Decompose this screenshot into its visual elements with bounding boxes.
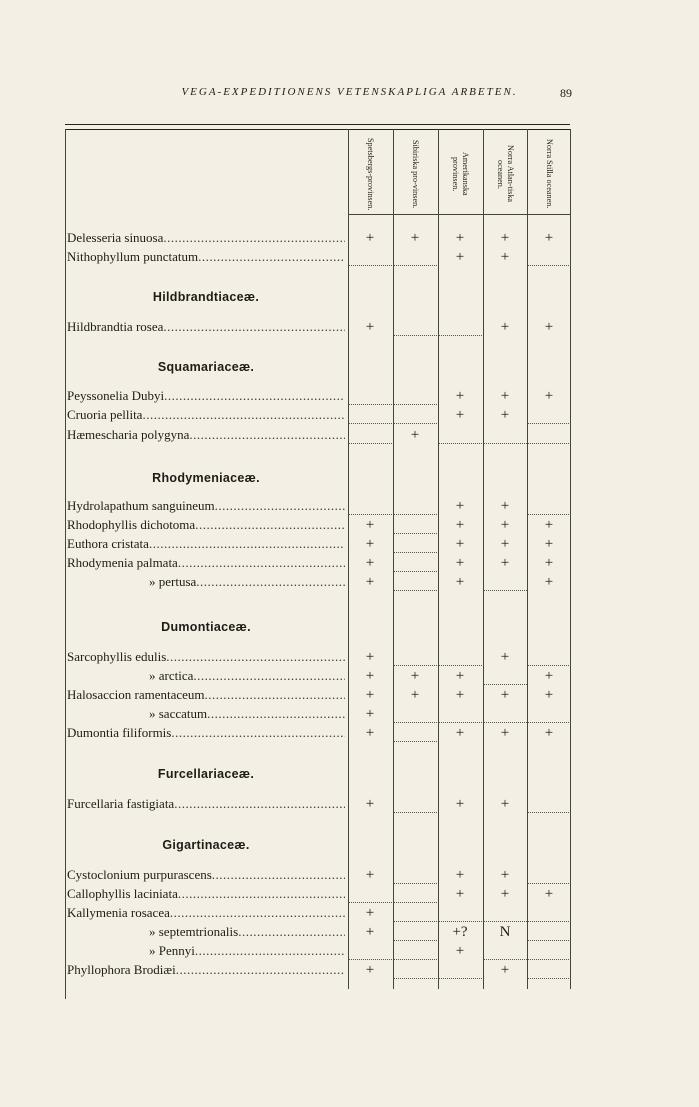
occurrence-cell: + bbox=[500, 687, 510, 703]
occurrence-cell bbox=[348, 426, 392, 444]
occurrence-cell: + bbox=[410, 427, 420, 443]
occurrence-cell bbox=[527, 795, 571, 813]
species-name: Delesseria sinuosa ..... bbox=[67, 229, 345, 247]
occurrence-cell: + bbox=[365, 517, 375, 533]
occurrence-cell: + bbox=[365, 725, 375, 741]
occurrence-cell: + bbox=[500, 962, 510, 978]
occurrence-cell: + bbox=[500, 886, 510, 902]
family-heading: Gigartinaceæ. bbox=[162, 838, 250, 852]
species-name: » arctica ..... bbox=[67, 667, 345, 685]
occurrence-cell: + bbox=[544, 555, 554, 571]
family-heading: Squamariaceæ. bbox=[157, 360, 255, 374]
species-name: Callophyllis laciniata ..... bbox=[67, 885, 345, 903]
column-divider bbox=[65, 129, 66, 999]
occurrence-cell: + bbox=[365, 319, 375, 335]
occurrence-cell: + bbox=[500, 230, 510, 246]
occurrence-cell bbox=[393, 724, 437, 742]
occurrence-cell bbox=[348, 942, 392, 960]
occurrence-cell: + bbox=[500, 517, 510, 533]
occurrence-cell: + bbox=[455, 668, 465, 684]
species-name: Furcellaria fastigiata ..... bbox=[67, 795, 345, 813]
occurrence-cell bbox=[393, 866, 437, 884]
occurrence-cell: + bbox=[365, 649, 375, 665]
occurrence-cell: + bbox=[455, 388, 465, 404]
occurrence-cell bbox=[527, 426, 571, 444]
occurrence-cell: + bbox=[365, 867, 375, 883]
occurrence-cell: + bbox=[500, 725, 510, 741]
occurrence-cell: + bbox=[500, 867, 510, 883]
occurrence-cell: + bbox=[544, 536, 554, 552]
occurrence-cell bbox=[527, 406, 571, 424]
species-name: » pertusa ..... bbox=[67, 573, 345, 591]
occurrence-cell bbox=[438, 705, 482, 723]
occurrence-cell bbox=[393, 961, 437, 979]
column-header bbox=[484, 136, 526, 212]
occurrence-cell bbox=[348, 387, 392, 405]
occurrence-cell bbox=[393, 516, 437, 534]
species-name: Rhodymenia palmata ..... bbox=[67, 554, 345, 572]
species-name: » septemtrionalis ..... bbox=[67, 923, 345, 941]
column-divider bbox=[570, 129, 571, 989]
occurrence-cell: + bbox=[544, 725, 554, 741]
occurrence-cell: + bbox=[500, 555, 510, 571]
occurrence-cell: + bbox=[544, 230, 554, 246]
column-header bbox=[439, 136, 481, 212]
occurrence-cell: + bbox=[455, 517, 465, 533]
occurrence-cell bbox=[483, 573, 527, 591]
occurrence-cell: + bbox=[500, 796, 510, 812]
occurrence-cell: + bbox=[365, 555, 375, 571]
occurrence-cell: + bbox=[455, 867, 465, 883]
table-top-rule-thin bbox=[65, 129, 570, 130]
family-heading: Furcellariaceæ. bbox=[157, 767, 255, 781]
occurrence-cell: + bbox=[365, 536, 375, 552]
column-header-label: Spetsbergs-provinsen. bbox=[366, 137, 375, 211]
species-name: Euthora cristata ..... bbox=[67, 535, 345, 553]
occurrence-cell: + bbox=[500, 649, 510, 665]
occurrence-cell: + bbox=[455, 725, 465, 741]
species-name: » Pennyi ..... bbox=[67, 942, 345, 960]
occurrence-cell: + bbox=[455, 574, 465, 590]
occurrence-cell: + bbox=[455, 943, 465, 959]
occurrence-cell: + bbox=[365, 962, 375, 978]
occurrence-cell bbox=[527, 866, 571, 884]
occurrence-cell bbox=[438, 904, 482, 922]
occurrence-cell: + bbox=[500, 388, 510, 404]
species-name: Hydrolapathum sanguineum ..... bbox=[67, 497, 345, 515]
occurrence-cell: + bbox=[500, 319, 510, 335]
occurrence-cell: + bbox=[410, 687, 420, 703]
species-name: Sarcophyllis edulis ..... bbox=[67, 648, 345, 666]
column-header bbox=[349, 136, 391, 212]
occurrence-cell bbox=[527, 923, 571, 941]
table-top-rule bbox=[65, 124, 570, 125]
occurrence-cell bbox=[438, 648, 482, 666]
occurrence-cell: + bbox=[455, 796, 465, 812]
species-name: Peyssonelia Dubyi ..... bbox=[67, 387, 345, 405]
occurrence-cell bbox=[438, 318, 482, 336]
occurrence-cell bbox=[527, 705, 571, 723]
occurrence-cell bbox=[348, 248, 392, 266]
column-divider bbox=[348, 129, 349, 989]
occurrence-cell bbox=[527, 904, 571, 922]
species-name: Phyllophora Brodiæi ..... bbox=[67, 961, 345, 979]
occurrence-cell: + bbox=[365, 668, 375, 684]
occurrence-cell: + bbox=[365, 706, 375, 722]
occurrence-cell: + bbox=[500, 249, 510, 265]
occurrence-cell bbox=[483, 426, 527, 444]
occurrence-cell bbox=[393, 942, 437, 960]
species-name: Cruoria pellita ..... bbox=[67, 406, 345, 424]
occurrence-cell: + bbox=[500, 536, 510, 552]
occurrence-cell bbox=[483, 904, 527, 922]
occurrence-cell: + bbox=[455, 230, 465, 246]
occurrence-cell bbox=[393, 705, 437, 723]
occurrence-cell bbox=[393, 573, 437, 591]
species-name: » saccatum ..... bbox=[67, 705, 345, 723]
family-heading: Rhodymeniaceæ. bbox=[152, 471, 260, 485]
occurrence-cell: + bbox=[500, 498, 510, 514]
occurrence-cell bbox=[527, 648, 571, 666]
occurrence-cell: + bbox=[455, 886, 465, 902]
occurrence-cell: + bbox=[544, 687, 554, 703]
occurrence-cell: + bbox=[500, 407, 510, 423]
occurrence-cell bbox=[527, 248, 571, 266]
occurrence-cell bbox=[393, 248, 437, 266]
running-title: VEGA-EXPEDITIONENS VETENSKAPLIGA ARBETEN. bbox=[181, 86, 518, 98]
species-name: Nithophyllum punctatum ..... bbox=[67, 248, 345, 266]
column-header-label: Amerikanska provinsen. bbox=[451, 152, 470, 196]
occurrence-cell: + bbox=[365, 687, 375, 703]
occurrence-cell: + bbox=[455, 555, 465, 571]
species-name: Hæmescharia polygyna ..... bbox=[67, 426, 345, 444]
column-header bbox=[528, 136, 570, 212]
species-name: Kallymenia rosacea ..... bbox=[67, 904, 345, 922]
occurrence-cell: + bbox=[544, 574, 554, 590]
occurrence-cell: + bbox=[410, 668, 420, 684]
occurrence-cell: + bbox=[455, 687, 465, 703]
occurrence-cell bbox=[527, 497, 571, 515]
column-header-label: Sibiriska pro-vinsen. bbox=[411, 139, 420, 209]
occurrence-cell bbox=[483, 942, 527, 960]
occurrence-cell: + bbox=[365, 796, 375, 812]
column-header bbox=[394, 136, 436, 212]
occurrence-cell: + bbox=[365, 574, 375, 590]
occurrence-cell: N bbox=[499, 924, 511, 940]
species-name: Hildbrandtia rosea ..... bbox=[67, 318, 345, 336]
occurrence-cell: + bbox=[365, 905, 375, 921]
occurrence-cell: + bbox=[544, 668, 554, 684]
header-rule bbox=[348, 214, 570, 215]
occurrence-cell bbox=[393, 387, 437, 405]
occurrence-cell bbox=[438, 426, 482, 444]
occurrence-cell: + bbox=[455, 249, 465, 265]
occurrence-cell: + bbox=[544, 886, 554, 902]
species-name: Dumontia filiformis ..... bbox=[67, 724, 345, 742]
occurrence-cell: + bbox=[455, 536, 465, 552]
occurrence-cell bbox=[483, 667, 527, 685]
occurrence-cell bbox=[483, 705, 527, 723]
column-divider bbox=[438, 129, 439, 989]
column-divider bbox=[393, 129, 394, 989]
occurrence-cell: +? bbox=[452, 924, 468, 940]
occurrence-cell bbox=[393, 406, 437, 424]
species-name: Rhodophyllis dichotoma ..... bbox=[67, 516, 345, 534]
occurrence-cell bbox=[393, 554, 437, 572]
occurrence-cell bbox=[438, 961, 482, 979]
species-name: Halosaccion ramentaceum ..... bbox=[67, 686, 345, 704]
occurrence-cell: + bbox=[455, 407, 465, 423]
occurrence-cell bbox=[393, 497, 437, 515]
family-heading: Hildbrandtiaceæ. bbox=[152, 290, 260, 304]
column-divider bbox=[527, 129, 528, 989]
occurrence-cell: + bbox=[410, 230, 420, 246]
column-header-label: Norra Stilla oceanen. bbox=[545, 139, 554, 209]
occurrence-cell bbox=[348, 885, 392, 903]
occurrence-cell bbox=[393, 318, 437, 336]
occurrence-cell bbox=[393, 923, 437, 941]
family-heading: Dumontiaceæ. bbox=[161, 620, 251, 634]
column-divider bbox=[483, 129, 484, 989]
occurrence-cell bbox=[393, 535, 437, 553]
occurrence-cell bbox=[527, 961, 571, 979]
occurrence-cell bbox=[393, 795, 437, 813]
occurrence-cell bbox=[393, 648, 437, 666]
occurrence-cell: + bbox=[544, 319, 554, 335]
occurrence-cell bbox=[348, 497, 392, 515]
occurrence-cell bbox=[393, 904, 437, 922]
occurrence-cell: + bbox=[544, 517, 554, 533]
occurrence-cell bbox=[393, 885, 437, 903]
occurrence-cell: + bbox=[365, 230, 375, 246]
occurrence-cell bbox=[348, 406, 392, 424]
occurrence-cell: + bbox=[455, 498, 465, 514]
occurrence-cell bbox=[527, 942, 571, 960]
page-number: 89 bbox=[560, 86, 572, 100]
species-name: Cystoclonium purpurascens ..... bbox=[67, 866, 345, 884]
column-header-label: Norra Atlan-tiska oceanen. bbox=[496, 145, 515, 203]
occurrence-cell: + bbox=[365, 924, 375, 940]
occurrence-cell: + bbox=[544, 388, 554, 404]
